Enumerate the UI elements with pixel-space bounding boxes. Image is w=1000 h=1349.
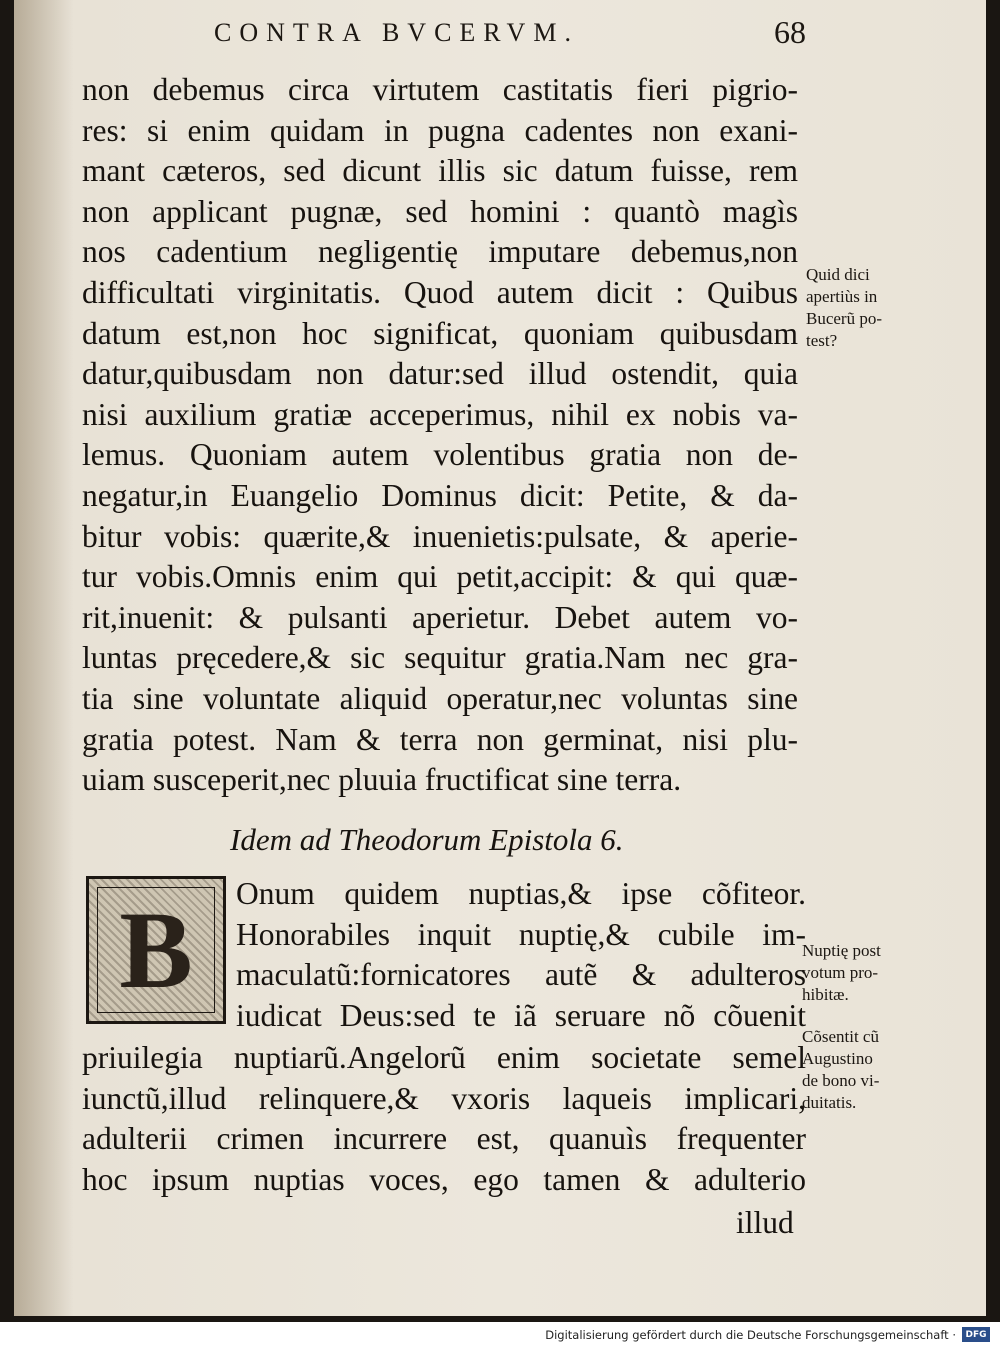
footer-bar — [0, 1322, 1000, 1349]
text-line: Onum quidem nuptias,& ipse cõfiteor. — [236, 876, 806, 911]
footer-credit: Digitalisierung gefördert durch die Deutsche Forschungsgemeinschaft · — [545, 1328, 956, 1342]
text-line: priuilegia nuptiarũ.Angelorũ enim societate semel — [82, 1040, 806, 1075]
text-line: luntas pręcedere,& sic sequitur gratia.Nam nec gra- — [82, 640, 798, 676]
decorated-initial — [86, 876, 226, 1024]
dfg-logo-icon: DFG — [962, 1327, 990, 1342]
text-line: iunctũ,illud relinquere,& vxoris laqueis implicari, — [82, 1080, 806, 1116]
text-line: adulterii crimen incurrere est, quanuìs frequenter — [82, 1121, 806, 1157]
initial-letter: B — [97, 887, 215, 1013]
text-line: nisi auxilium gratiæ acceperimus, nihil ex nobis va- — [82, 396, 798, 432]
text-line: tur vobis.Omnis enim qui petit,accipit: & qui quæ- — [82, 559, 798, 595]
text-line: iudicat Deus:sed te iã seruare nõ cõuenit — [236, 997, 806, 1033]
catchword: illud — [736, 1205, 794, 1240]
marginal-line: Nuptię post — [802, 941, 881, 960]
indented-text-block — [236, 874, 806, 1036]
main-text-block — [82, 70, 798, 801]
section-heading: Idem ad Theodorum Epistola 6. — [230, 822, 624, 857]
text-line: maculatũ:fornicatores autẽ & adulteros — [236, 957, 806, 993]
text-line: mant cæteros, sed dicunt illis sic datum fuisse, rem — [82, 153, 798, 189]
marginal-line: Cõsentit cũ — [802, 1027, 879, 1046]
text-line: bitur vobis: quærite,& inuenietis:pulsate, & aperie- — [82, 518, 798, 554]
marginal-line: duitatis. — [802, 1093, 857, 1112]
marginal-note-3 — [802, 1026, 932, 1114]
marginal-note-2 — [802, 940, 932, 1006]
marginal-line: votum pro- — [802, 963, 879, 982]
book-page — [14, 0, 986, 1316]
text-line: Honorabiles inquit nuptię,& cubile im- — [236, 916, 806, 952]
marginal-line: test? — [806, 331, 838, 350]
text-line: non debemus circa virtutem castitatis fieri pigrio- — [82, 72, 798, 107]
running-head-title: CONTRA BVCERVM. — [214, 18, 579, 47]
text-line: lemus. Quoniam autem volentibus gratia non de- — [82, 437, 798, 473]
marginal-line: apertiùs in — [806, 287, 878, 306]
text-line: nos cadentium negligentię imputare debemus,non — [82, 234, 798, 270]
text-line: negatur,in Euangelio Dominus dicit: Petite, & da- — [82, 477, 798, 513]
text-line: tia sine voluntate aliquid operatur,nec voluntas sine — [82, 680, 798, 716]
marginal-line: de bono vi- — [802, 1071, 880, 1090]
text-line: difficultati virginitatis. Quod autem dicit : Quibus — [82, 274, 798, 310]
text-line: uiam susceperit,nec pluuia fructificat sine terra. — [82, 762, 682, 798]
marginal-note-1 — [806, 264, 936, 352]
running-head — [14, 14, 986, 54]
text-line: hoc ipsum nuptias voces, ego tamen & adulterio — [82, 1161, 806, 1197]
continued-text-block — [82, 1038, 806, 1200]
text-line: non applicant pugnæ, sed homini : quantò magìs — [82, 193, 798, 229]
page-number: 68 — [774, 14, 806, 50]
text-line: datum est,non hoc significat, quoniam quibusdam — [82, 315, 798, 351]
text-line: datur,quibusdam non datur:sed illud ostendit, quia — [82, 356, 798, 392]
text-line: rit,inuenit: & pulsanti aperietur. Debet autem vo- — [82, 599, 798, 635]
text-line: gratia potest. Nam & terra non germinat, nisi plu- — [82, 721, 798, 757]
marginal-line: Quid dici — [806, 265, 870, 284]
marginal-line: Bucerũ po- — [806, 309, 883, 328]
marginal-line: hibitæ. — [802, 985, 849, 1004]
text-line: res: si enim quidam in pugna cadentes non exani- — [82, 112, 798, 148]
marginal-line: Augustino — [802, 1049, 873, 1068]
